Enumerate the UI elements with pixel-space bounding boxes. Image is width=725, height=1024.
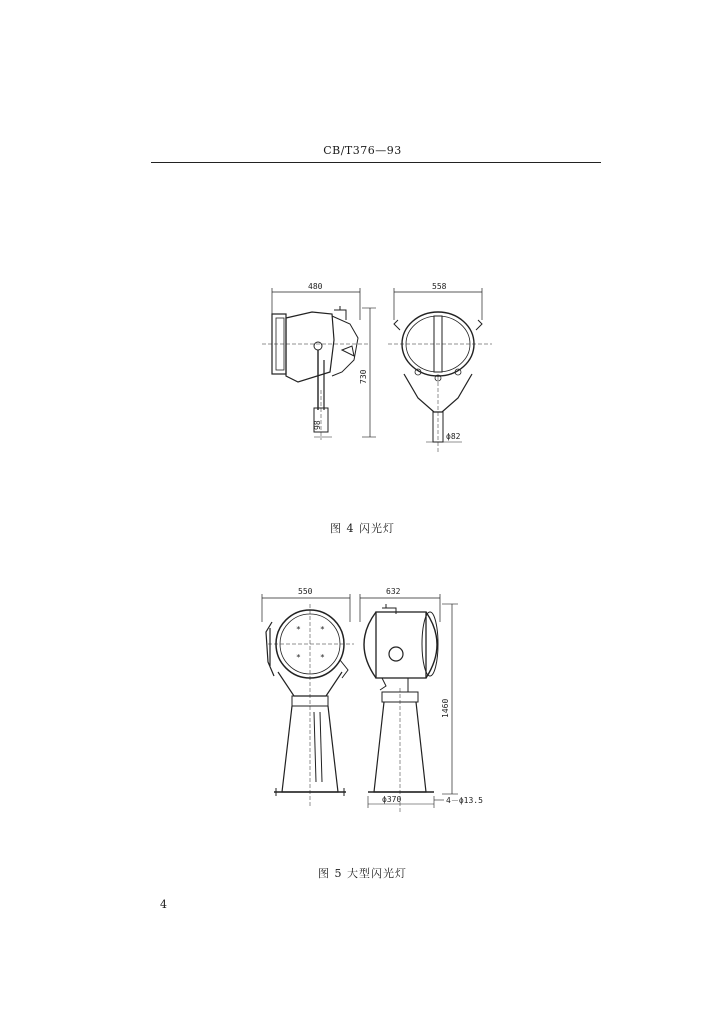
svg-text:*: * bbox=[320, 653, 325, 662]
fig5-width-front-label: 550 bbox=[298, 587, 313, 596]
figure4-caption: 图 4 闪光灯 bbox=[330, 522, 395, 535]
figure5-caption: 图 5 大型闪光灯 bbox=[318, 867, 407, 880]
fig5-base-dia-label: ϕ370 bbox=[382, 795, 402, 804]
fig5-bolt-holes-label: 4－ϕ13.5 bbox=[446, 796, 483, 805]
fig5-height-label: 1460 bbox=[441, 698, 450, 718]
header-rule bbox=[151, 162, 601, 163]
fig4-base-height-label: 98 bbox=[313, 420, 322, 430]
fig5-width-side-label: 632 bbox=[386, 587, 401, 596]
svg-text:*: * bbox=[296, 653, 301, 662]
svg-text:*: * bbox=[296, 625, 301, 634]
svg-text:*: * bbox=[320, 625, 325, 634]
fig4-shaft-dia-label: ϕ82 bbox=[446, 432, 461, 441]
figure5-front-view bbox=[258, 582, 358, 812]
figure4-side-view bbox=[262, 280, 382, 450]
fig4-height-label: 730 bbox=[359, 369, 368, 384]
figure4-front-view bbox=[388, 280, 498, 455]
page-number: 4 bbox=[160, 898, 167, 911]
standard-code-header: CB/T376—93 bbox=[323, 144, 402, 157]
fig4-width-front-label: 558 bbox=[432, 282, 447, 291]
fig4-width-side-label: 480 bbox=[308, 282, 323, 291]
figure5-side-view bbox=[352, 582, 482, 822]
